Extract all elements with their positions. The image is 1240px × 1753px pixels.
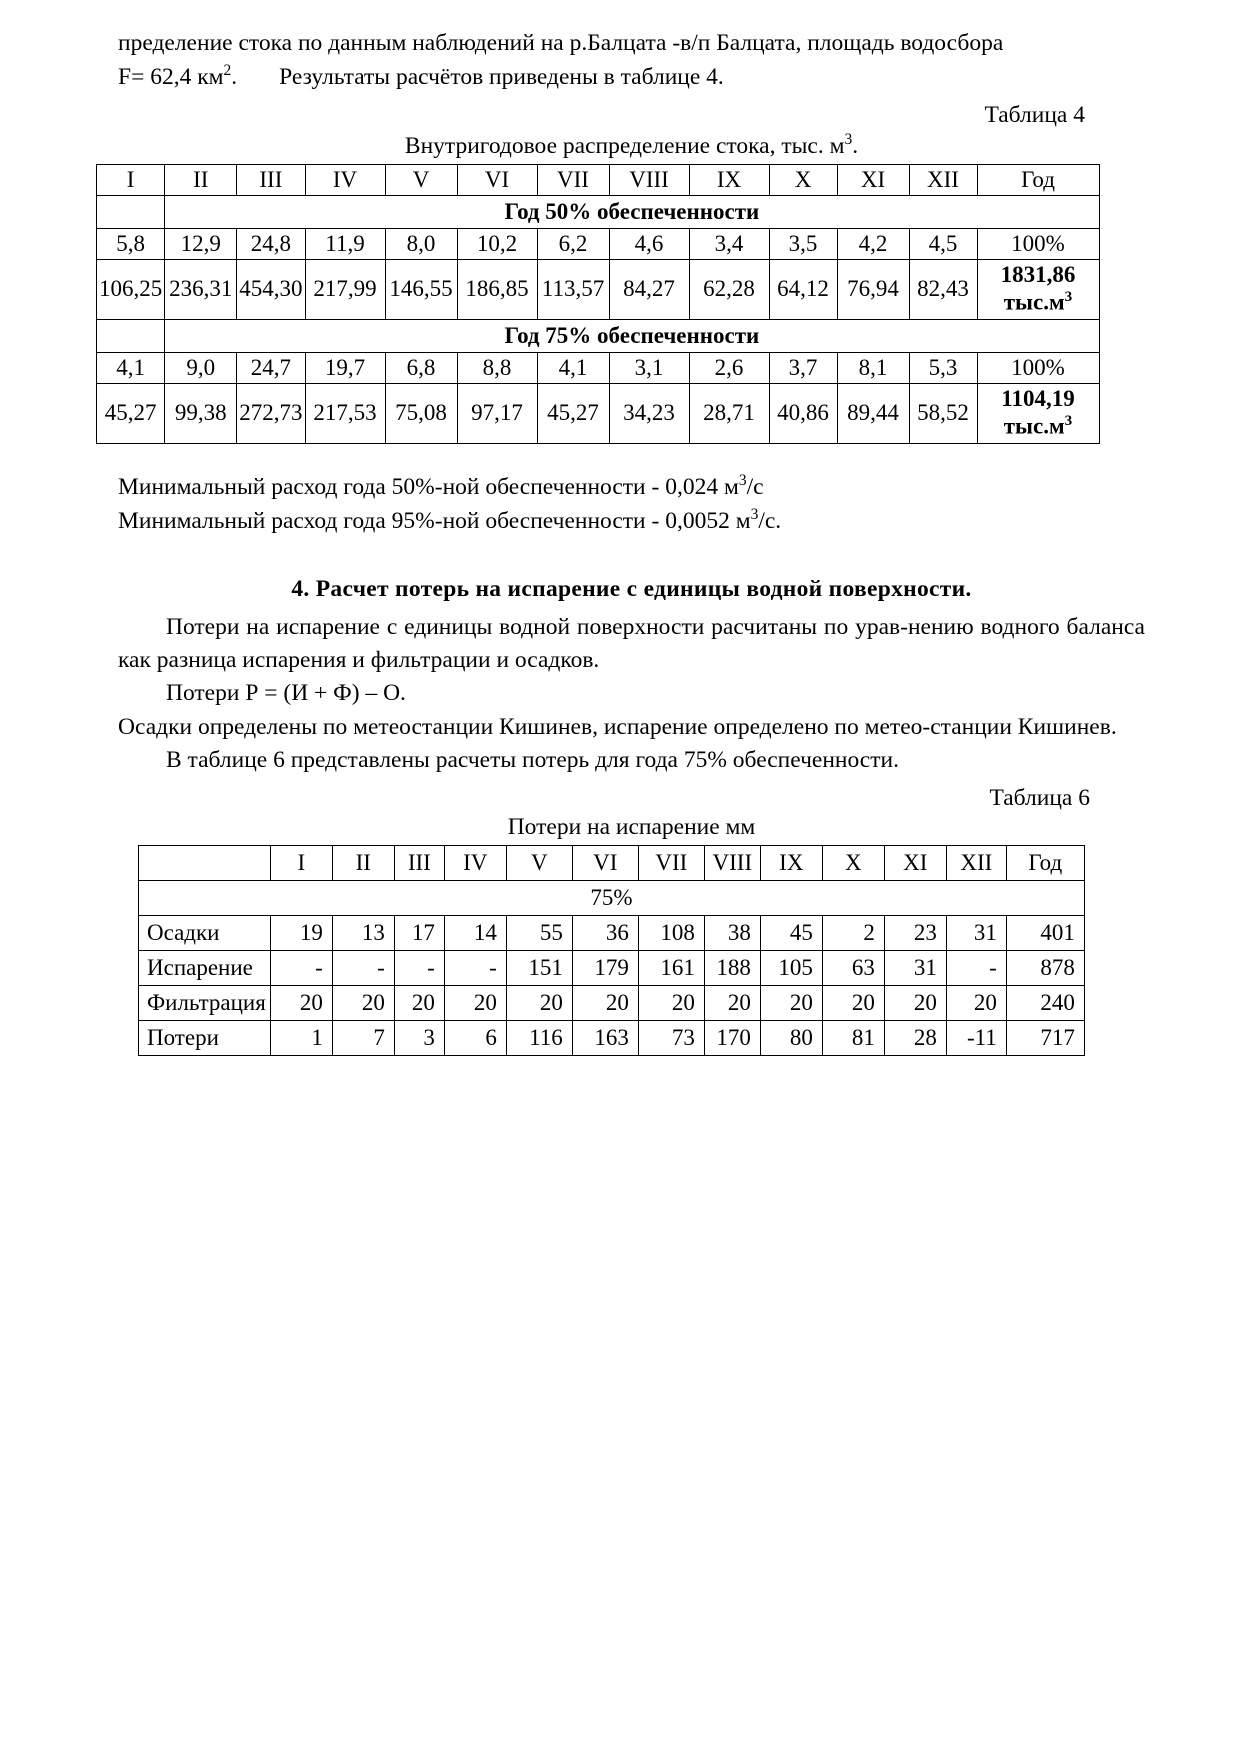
intro-line-2 [118,60,1145,94]
cell: 82,43 [909,259,977,319]
band-label-75: Год 75% обеспеченности [165,319,1099,352]
cell: 2 [822,916,884,951]
total-text: 1104,19 тыс.м [1001,385,1075,439]
cell: 38 [704,916,760,951]
cell: 1 [270,1021,332,1056]
section4-paragraph-4: В таблице 6 представлены расчеты потерь для года 75% обеспеченности. [166,747,899,774]
cell: 17 [394,916,444,951]
col-header: Год [1006,846,1084,881]
cell: 146,55 [385,259,457,319]
cell: 45,27 [537,383,609,443]
cell: 113,57 [537,259,609,319]
cell: 4,2 [837,228,909,259]
cell: 12,9 [165,228,237,259]
cell: 89,44 [837,383,909,443]
cell: 99,38 [165,383,237,443]
cell: 186,85 [457,259,537,319]
col-header: I [97,164,165,195]
cell: 55 [506,916,572,951]
table-row [139,1021,1085,1056]
cell: 20 [704,986,760,1021]
col-header: IX [689,164,769,195]
area-period: . [231,63,238,90]
cell-total: 878 [1006,951,1084,986]
col-header: VI [457,164,537,195]
cell: 8,1 [837,352,909,383]
cell: 63 [822,951,884,986]
table6-number-label: Таблица 6 [989,785,1090,812]
cell: 3,7 [769,352,837,383]
cell: 20 [394,986,444,1021]
cell: 19 [270,916,332,951]
col-header: XII [909,164,977,195]
total-exponent: 3 [1064,412,1073,430]
cell: 36 [572,916,638,951]
cell: 163 [572,1021,638,1056]
table-row [97,352,1100,383]
total-text: 1831,86 тыс.м [1000,261,1076,315]
band-label-75: 75% [139,881,1085,916]
cell: 20 [270,986,332,1021]
cell: - [332,951,394,986]
table-row [139,951,1085,986]
catchment-area-value: F= 62,4 км [118,63,224,90]
col-header: VIII [704,846,760,881]
cell: 2,6 [689,352,769,383]
table-row-band-50 [97,195,1100,228]
section4-formula: Потери Р = (И + Ф) – О. [166,680,406,707]
cell: 20 [332,986,394,1021]
cell: 20 [572,986,638,1021]
cell: 73 [638,1021,704,1056]
col-header: VII [537,164,609,195]
cell: 4,6 [609,228,689,259]
cell: 10,2 [457,228,537,259]
col-header: IV [444,846,506,881]
table-row [139,986,1085,1021]
cell: 84,27 [609,259,689,319]
unit-exponent: 3 [738,471,747,489]
cell: - [444,951,506,986]
table-row [97,259,1100,319]
cell: 6,2 [537,228,609,259]
row-label: Фильтрация [139,986,271,1021]
row-label: Осадки [139,916,271,951]
table-row-band-75 [97,319,1100,352]
table4-number-label: Таблица 4 [984,101,1085,128]
cell: 108 [638,916,704,951]
cell-total: 100% [977,228,1099,259]
cell: 24,8 [237,228,305,259]
cell: 11,9 [305,228,385,259]
col-header: V [506,846,572,881]
col-header: III [394,846,444,881]
cell: 76,94 [837,259,909,319]
intro-paragraph [118,28,1145,94]
cell: 80 [760,1021,822,1056]
cell: 3,4 [689,228,769,259]
cell-total: 240 [1006,986,1084,1021]
results-note: Результаты расчётов приведены в таблице 4. [279,63,724,90]
total-exponent: 3 [1064,288,1073,306]
cell: 23 [884,916,946,951]
cell: 4,1 [537,352,609,383]
cell: 20 [638,986,704,1021]
col-header: I [270,846,332,881]
cell-total: 717 [1006,1021,1084,1056]
table-row [97,383,1100,443]
cell: 20 [760,986,822,1021]
col-header: VIII [609,164,689,195]
col-header: XI [884,846,946,881]
col-header: VII [638,846,704,881]
cell: 4,5 [909,228,977,259]
min-discharge-50-text: Минимальный расход года 50%-ной обеспеченности - 0,024 м [118,473,739,500]
cell: 217,99 [305,259,385,319]
cell: 5,3 [909,352,977,383]
band-spacer [97,195,165,228]
cell: 13 [332,916,394,951]
cell: 151 [506,951,572,986]
col-header: XII [946,846,1006,881]
cell: 75,08 [385,383,457,443]
cell: 3 [394,1021,444,1056]
cell: 4,1 [97,352,165,383]
cell: 20 [946,986,1006,1021]
cell: 64,12 [769,259,837,319]
cell: 20 [884,986,946,1021]
cell: -11 [946,1021,1006,1056]
cell: 217,53 [305,383,385,443]
cell: 188 [704,951,760,986]
cell: 3,1 [609,352,689,383]
cell: 6 [444,1021,506,1056]
cell: 40,86 [769,383,837,443]
cell: 179 [572,951,638,986]
cell: 58,52 [909,383,977,443]
cell: 9,0 [165,352,237,383]
cell: 106,25 [97,259,165,319]
section4-body [118,611,1145,778]
table-row-headers [139,846,1085,881]
col-header: X [822,846,884,881]
cell: - [946,951,1006,986]
cell-total [977,259,1099,319]
cell: 81 [822,1021,884,1056]
area-exponent: 2 [223,61,232,79]
cell: 6,8 [385,352,457,383]
section4-paragraph-3: Осадки определены по метеостанции Кишинев, испарение определено по метео-станции Кишинев. [118,713,1117,740]
cell: 97,17 [457,383,537,443]
cell: 7 [332,1021,394,1056]
cell: 62,28 [689,259,769,319]
min-discharge-95-text: Минимальный расход года 95%-ной обеспеченности - 0,0052 м [118,507,751,534]
table-evaporation-losses [138,845,1085,1056]
col-header: V [385,164,457,195]
cell: 5,8 [97,228,165,259]
cell: 34,23 [609,383,689,443]
cell: 236,31 [165,259,237,319]
table-row [139,916,1085,951]
cell: 28 [884,1021,946,1056]
unit-suffix: /с. [758,507,782,534]
table4-caption [118,131,1145,160]
col-header: IX [760,846,822,881]
cell-total: 100% [977,352,1099,383]
cell: 20 [506,986,572,1021]
cell-total: 401 [1006,916,1084,951]
table4-caption-period: . [852,132,859,159]
cell: 45 [760,916,822,951]
table4-caption-exponent: 3 [844,130,853,148]
cell: 20 [822,986,884,1021]
cell: 14 [444,916,506,951]
row-label: Потери [139,1021,271,1056]
col-header: X [769,164,837,195]
cell: 8,0 [385,228,457,259]
cell: 31 [946,916,1006,951]
table-row [97,228,1100,259]
table-row-headers [97,164,1100,195]
cell: 31 [884,951,946,986]
cell: 161 [638,951,704,986]
col-header: Год [977,164,1099,195]
col-header: III [237,164,305,195]
col-header-empty [139,846,271,881]
table-row-band-75 [139,881,1085,916]
table4-caption-text: Внутригодовое распределение стока, тыс. м [404,132,845,159]
col-header: VI [572,846,638,881]
cell: 19,7 [305,352,385,383]
cell: 272,73 [237,383,305,443]
col-header: IV [305,164,385,195]
table6-caption: Потери на испарение мм [507,814,756,841]
cell: - [394,951,444,986]
unit-exponent: 3 [750,505,759,523]
cell: 454,30 [237,259,305,319]
intro-line-1: пределение стока по данным наблюдений на р.Балцата -в/п Балцата, площадь водосбора [118,30,1004,56]
cell: 45,27 [97,383,165,443]
band-label-50: Год 50% обеспеченности [165,195,1099,228]
cell: 170 [704,1021,760,1056]
min-discharge-95 [118,504,1145,538]
col-header: II [165,164,237,195]
cell: 8,8 [457,352,537,383]
min-discharge-50 [118,470,1145,504]
col-header: II [332,846,394,881]
cell: 116 [506,1021,572,1056]
unit-suffix: /с [746,473,764,500]
col-header: XI [837,164,909,195]
section-heading-4: 4. Расчет потерь на испарение с единицы водной поверхности. [291,575,972,602]
cell: 105 [760,951,822,986]
cell: 24,7 [237,352,305,383]
cell: 3,5 [769,228,837,259]
cell: - [270,951,332,986]
band-spacer [97,319,165,352]
cell: 28,71 [689,383,769,443]
cell-total [977,383,1099,443]
row-label: Испарение [139,951,271,986]
cell: 20 [444,986,506,1021]
minimum-discharge-block [118,470,1145,538]
section4-paragraph-1: Потери на испарение с единицы водной поверхности расчитаны по урав-нению водного баланса как разница испарения и фильтрации и осадков. [118,613,1145,674]
table-annual-distribution [96,164,1100,444]
